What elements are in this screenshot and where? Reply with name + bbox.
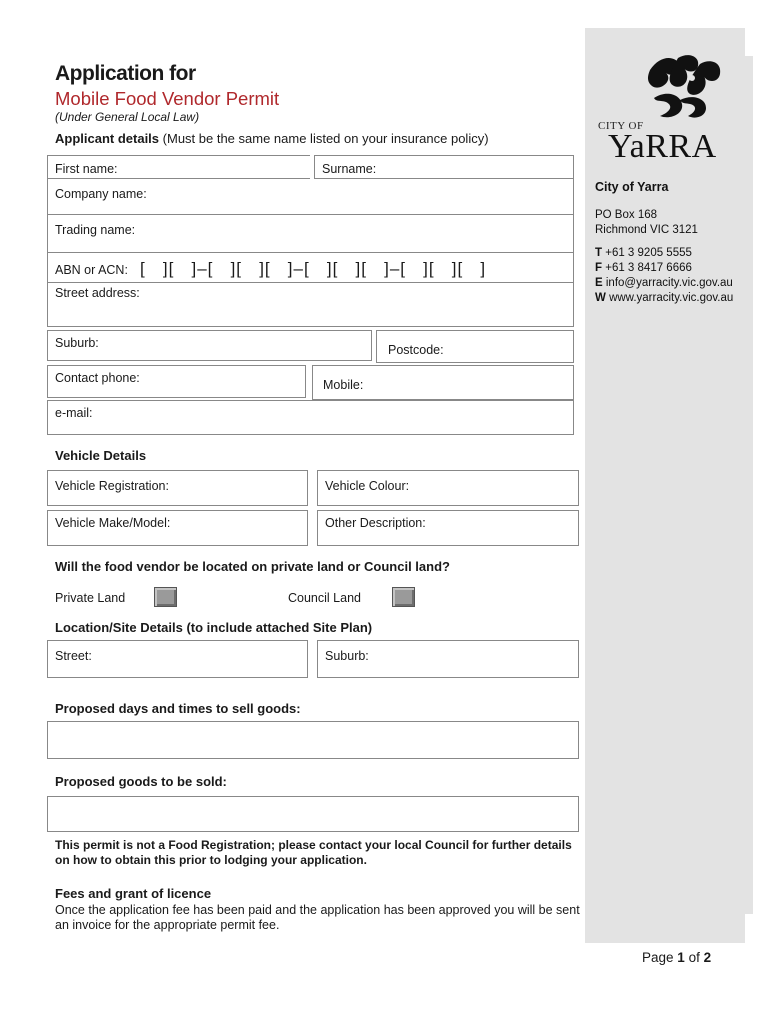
days-times-field[interactable] bbox=[47, 721, 579, 759]
food-registration-notice: This permit is not a Food Registration; please contact your local Council for further details on how to obtain this prior to lodging your application. bbox=[55, 838, 572, 867]
postcode-field[interactable] bbox=[376, 330, 574, 363]
contact-address-line2: Richmond VIC 3121 bbox=[595, 224, 698, 236]
suburb-field[interactable] bbox=[47, 330, 372, 361]
yarra-logo bbox=[598, 50, 733, 165]
email-label: e-mail: bbox=[55, 406, 93, 420]
company-name-label: Company name: bbox=[55, 187, 147, 201]
fees-text: Once the application fee has been paid and the application has been approved you will be sent an invoice for the appropriate permit fee. bbox=[55, 903, 580, 932]
street-address-field[interactable] bbox=[47, 283, 574, 327]
vehicle-colour-field[interactable] bbox=[317, 470, 579, 506]
contact-fax-line: F +61 3 8417 6666 bbox=[595, 262, 692, 274]
logo-wordmark: YaRRA bbox=[608, 128, 717, 165]
trading-name-field[interactable] bbox=[47, 215, 574, 253]
email-field[interactable] bbox=[47, 400, 574, 435]
private-land-checkbox[interactable] bbox=[154, 587, 177, 607]
contact-email-line[interactable]: E info@yarracity.vic.gov.au bbox=[595, 277, 733, 289]
first-name-label: First name: bbox=[55, 162, 118, 176]
contact-phone-line: T +61 3 9205 5555 bbox=[595, 247, 692, 259]
other-description-label: Other Description: bbox=[325, 516, 426, 530]
law-note: (Under General Local Law) bbox=[55, 110, 200, 124]
contact-phone-field[interactable] bbox=[47, 365, 306, 398]
logo-city-of: CITY OF bbox=[598, 120, 644, 132]
surname-label: Surname: bbox=[322, 162, 377, 176]
vehicle-heading: Vehicle Details bbox=[55, 448, 147, 463]
vehicle-make-model-field[interactable] bbox=[47, 510, 308, 546]
contact-org: City of Yarra bbox=[595, 180, 669, 194]
vehicle-registration-label: Vehicle Registration: bbox=[55, 479, 169, 493]
location-suburb-label: Suburb: bbox=[325, 649, 369, 663]
applicant-heading: Applicant details (Must be the same name listed on your insurance policy) bbox=[55, 131, 489, 146]
vehicle-make-model-label: Vehicle Make/Model: bbox=[55, 516, 171, 530]
mobile-field[interactable] bbox=[312, 365, 574, 400]
page-title: Application for bbox=[55, 62, 196, 85]
page-subtitle: Mobile Food Vendor Permit bbox=[55, 88, 280, 109]
council-land-checkbox[interactable] bbox=[392, 587, 415, 607]
first-name-field[interactable] bbox=[47, 155, 310, 179]
fees-heading: Fees and grant of licence bbox=[55, 886, 212, 901]
contact-phone-label: Contact phone: bbox=[55, 371, 140, 385]
trading-name-label: Trading name: bbox=[55, 223, 136, 237]
contact-web-line[interactable]: W www.yarracity.vic.gov.au bbox=[595, 292, 734, 304]
page-number: Page 1 of 2 bbox=[642, 950, 712, 965]
goods-heading: Proposed goods to be sold: bbox=[55, 774, 227, 789]
company-name-field[interactable] bbox=[47, 179, 574, 215]
sidebar-edge bbox=[745, 56, 753, 914]
postcode-label: Postcode: bbox=[388, 343, 444, 357]
contact-block bbox=[595, 180, 745, 306]
abn-digit-boxes[interactable]: [ ][ ]–[ ][ ][ ]–[ ][ ][ ]–[ ][ ][ ] bbox=[140, 259, 487, 278]
suburb-label: Suburb: bbox=[55, 336, 99, 350]
location-heading: Location/Site Details (to include attached Site Plan) bbox=[55, 620, 373, 635]
council-land-label: Council Land bbox=[288, 591, 361, 605]
land-question: Will the food vendor be located on private land or Council land? bbox=[55, 559, 450, 574]
location-suburb-field[interactable] bbox=[317, 640, 579, 678]
days-heading: Proposed days and times to sell goods: bbox=[55, 701, 301, 716]
location-street-label: Street: bbox=[55, 649, 92, 663]
surname-field[interactable] bbox=[314, 155, 574, 179]
private-land-label: Private Land bbox=[55, 591, 126, 605]
mobile-label: Mobile: bbox=[323, 378, 364, 392]
location-street-field[interactable] bbox=[47, 640, 308, 678]
abn-label: ABN or ACN: bbox=[55, 263, 128, 277]
other-description-field[interactable] bbox=[317, 510, 579, 546]
vehicle-colour-label: Vehicle Colour: bbox=[325, 479, 410, 493]
contact-address-line1: PO Box 168 bbox=[595, 209, 658, 221]
vehicle-registration-field[interactable] bbox=[47, 470, 308, 506]
goods-field[interactable] bbox=[47, 796, 579, 832]
yarra-emblem-icon bbox=[640, 50, 725, 130]
street-address-label: Street address: bbox=[55, 286, 140, 300]
